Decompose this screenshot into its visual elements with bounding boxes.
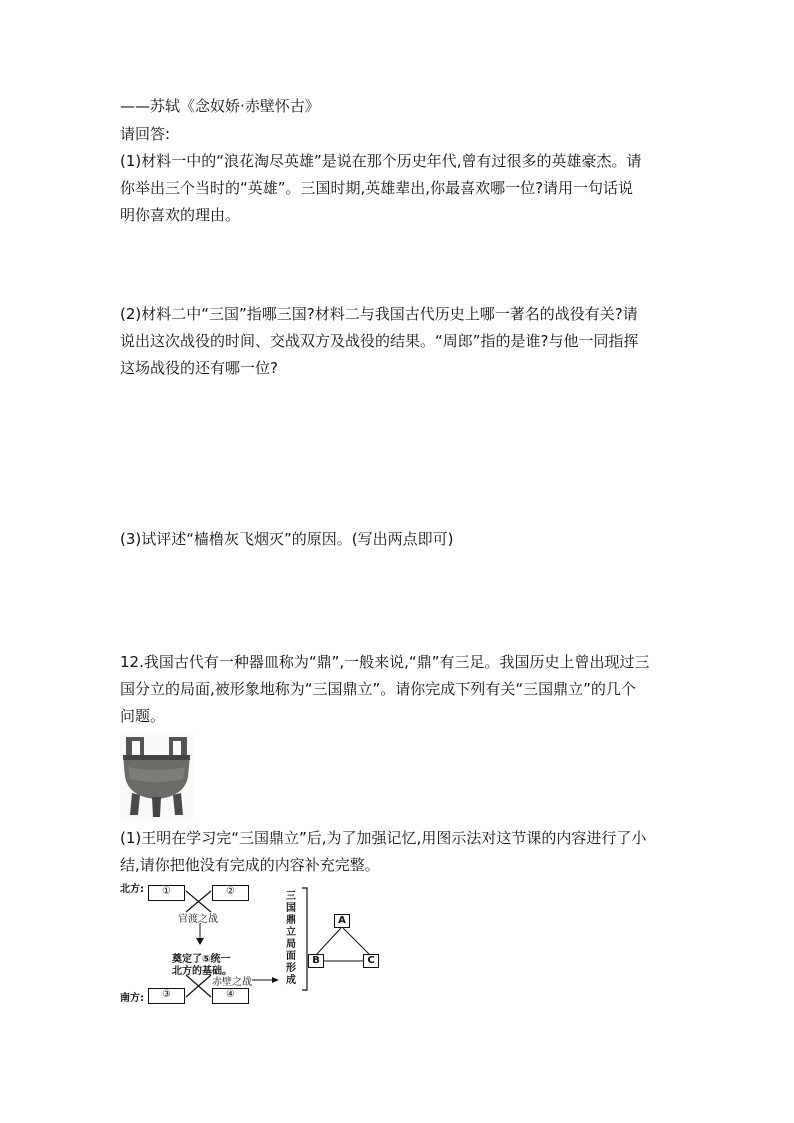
question-2-line-1: (2)材料二中“三国”指哪三国?材料二与我国古代历史上哪一著名的战役有关?请	[120, 305, 638, 323]
north-label: 北方:	[120, 884, 144, 895]
question-1-line-3: 明你喜欢的理由。	[120, 206, 241, 224]
question-12-line-1: 12.我国古代有一种器皿称为“鼎”,一般来说,“鼎”有三足。我国历史上曾出现过三	[120, 653, 650, 671]
question-1-line-1: (1)材料一中的“浪花淘尽英雄”是说在那个历史年代,曾有过很多的英雄豪杰。请	[120, 152, 642, 170]
question-2-line-3: 这场战役的还有哪一位?	[120, 359, 278, 377]
question-12-1-line-2: 结,请你把他没有完成的内容补充完整。	[120, 856, 380, 874]
foundation-line-2: 北方的基础。	[172, 966, 232, 977]
question-1-line-2: 你举出三个当时的“英雄”。三国时期,英雄辈出,你最喜欢哪一位?请用一句话说	[120, 179, 634, 197]
blank-box-1: ①	[148, 885, 185, 901]
foundation-line-1: 奠定了⑤统一	[172, 954, 231, 965]
blank-box-3: ③	[148, 988, 185, 1004]
node-c: C	[363, 954, 379, 968]
blank-box-2: ②	[212, 885, 249, 901]
south-label: 南方:	[120, 993, 144, 1004]
question-3: (3)试评述“樯橹灰飞烟灭”的原因。(写出两点即可)	[120, 530, 454, 548]
three-kingdoms-formation-label: 三 国 鼎 立 局 面 形 成	[286, 891, 296, 986]
battle-chibi-label: 赤壁之战	[212, 977, 252, 988]
poem-attribution: ——苏轼《念奴娇·赤壁怀古》	[120, 97, 320, 115]
answer-prompt: 请回答:	[120, 125, 171, 143]
question-2-line-2: 说出这次战役的时间、交战双方及战役的结果。“周郎”指的是谁?与他一同指挥	[120, 332, 639, 350]
question-12-line-3: 问题。	[120, 707, 166, 725]
node-b: B	[308, 954, 324, 968]
question-12-line-2: 国分立的局面,被形象地称为“三国鼎立”。请你完成下列有关“三国鼎立”的几个	[120, 680, 636, 698]
question-12-1-line-1: (1)王明在学习完“三国鼎立”后,为了加强记忆,用图示法对这节课的内容进行了小	[120, 829, 647, 847]
node-a: A	[334, 914, 350, 928]
battle-guandu-label: 官渡之战	[178, 914, 218, 925]
blank-box-4: ④	[212, 988, 249, 1004]
